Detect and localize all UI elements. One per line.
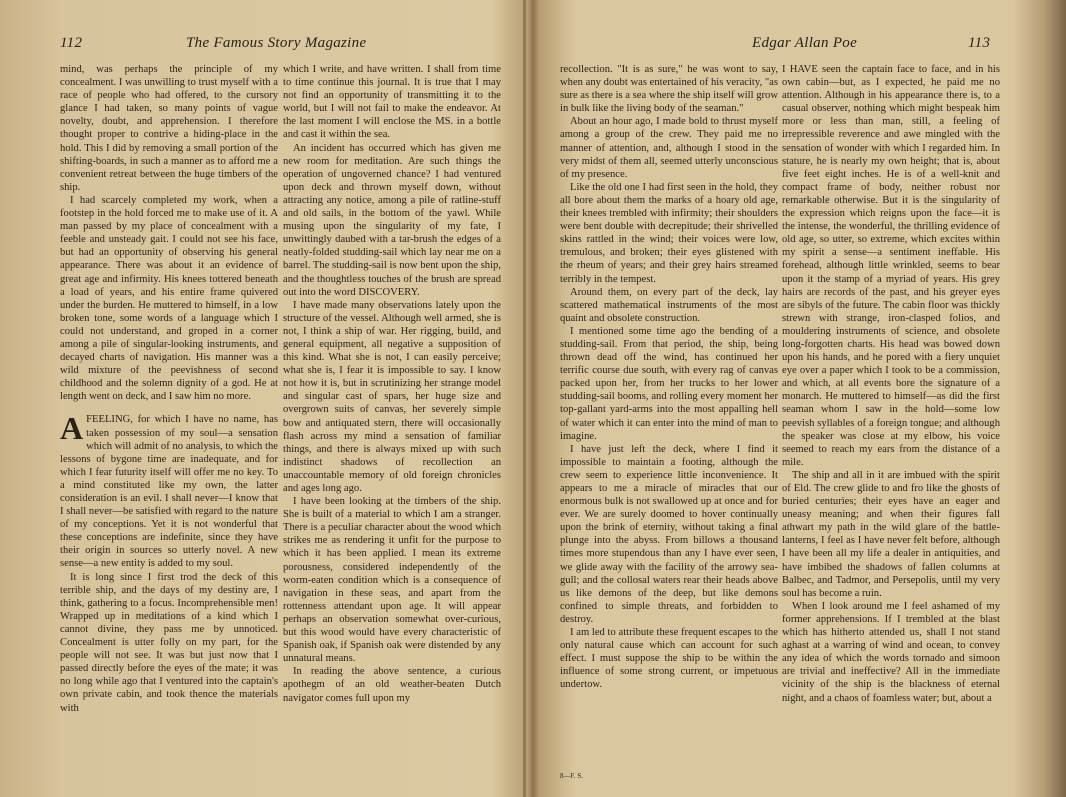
column-3 — [560, 63, 778, 768]
page-number-right: 113 — [968, 35, 991, 51]
paragraph: I have been looking at the timbers of the ship. She is built of a material to which I am a stranger. There is a peculiar character about the wood which strikes me as rendering it unfit for the purpose to which it has been applied. I mean its extreme porousness, considered independently of the worm-eaten condition which is a consequence of navigation in these seas, and apart from the rottenness attendant upon age. It will appear perhaps an observation somewhat over-curious, but this wood would have every characteristic of Spanish oak, if Spanish oak were distended by any unnatural means. — [283, 496, 501, 665]
paragraph: The ship and all in it are imbued with the spirit of Eld. The crew glide to and fro like the ghosts of buried centuries; their eyes have an eager and uneasy meaning; and when their figures fall athwart my path in the wild glare of the battle-lanterns, I feel as I have never felt before, although I have been all my life a dealer in antiquities, and have imbibed the shadows of fallen columns at Balbec, and Tadmor, and Persepolis, until my very soul has become a ruin. — [782, 469, 1000, 599]
column-1 — [60, 63, 278, 788]
paragraph: I mentioned some time ago the bending of a studding-sail. From that period, the ship, being thrown dead off the wind, has continued her terrific course due south, with every rag of canvas packed upon her, from her trucks to her lower studding-sail booms, and rolling every moment her top-gallant yard-arms into the most appalling hell of water which it can enter into the mind of man to imagine. — [560, 325, 778, 442]
right-page — [530, 0, 1066, 797]
paragraph: recollection. "It is as sure," he was wont to say, when any doubt was entertained of his veracity, "as sure as there is a sea where the ship itself will grow in bulk like the living body of the seaman." — [560, 64, 778, 115]
paragraph: Like the old one I had first seen in the hold, they all bore about them the marks of a hoary old age, their knees trembled with infirmity; their shoulders were bent double with decrepitude; their shrivelled skins rattled in the wind; their voices were low, tremulous, and broken; their eyes glistened with the rheum of years; and their grey hairs streamed terribly in the tempest. — [560, 181, 778, 285]
paragraph: I am led to attribute these frequent escapes to the only natural cause which can account for such effect. I must suppose the ship to be within the influence of some strong current, or impetuous undertow. — [560, 627, 778, 691]
paragraph: About an hour ago, I made bold to thrust myself among a group of the crew. They paid me no manner of attention, and, although I stood in the very midst of them all, seemed utterly unconscious of my presence. — [560, 116, 778, 180]
paragraph: which I write, and have written. I shall from time to time continue this journal. It is true that I may not find an opportunity of transmitting it to the world, but I will not fail to make the endeavor. At the last moment I will enclose the MS. in a bottle and cast it within the sea. — [283, 64, 501, 141]
paragraph: I have made many observations lately upon the structure of the vessel. Although well armed, she is not, I think a ship of war. Her rigging, build, and general equipment, all negative a supposition of this kind. What she is not, I can easily perceive; what she is, I fear it is impossible to say. I know not how it is, but in scrutinizing her strange model and singular cast of spars, her huge size and overgrown suits of canvas, her severely simple bow and antiquated stern, there will occasionally flash across my mind a sensation of familiar things, and there is always mixed up with such indistinct shadows of recollection an unaccountable memory of old foreign chronicles and ages long ago. — [283, 299, 501, 494]
page-number-left: 112 — [60, 35, 83, 51]
printer-signature-mark: 8—F. S. — [560, 772, 583, 780]
paragraph-dropcap — [60, 410, 278, 570]
left-page — [0, 0, 520, 797]
column-2 — [283, 63, 501, 788]
paragraph: I had scarcely completed my work, when a footstep in the hold forced me to make use of it. A man passed by my place of concealment with a feeble and unsteady gait. I could not see his face, but had an opportunity of observing his general appearance. There was about it an evidence of great age and infirmity. His knees tottered beneath a load of years, and his entire frame quivered under the burden. He muttered to himself, in a low broken tone, some words of a language which I could not understand, and groped in a corner among a pile of singular-looking instruments, and decayed charts of navigation. His manner was a wild mixture of the peevishness of second childhood and the solemn dignity of a god. He at length went on deck, and I saw him no more. — [60, 194, 278, 403]
paragraph: I HAVE seen the captain face to face, and in his own cabin—but, as I expected, he paid me no attention. Although in his appearance there is, to a casual observer, nothing which might bespeak him more or less than man, still, a feeling of irrepressible reverence and awe mingled with the sensation of wonder with which I regarded him. In stature, he is nearly my own height; that is, about five feet eight inches. He is of a well-knit and compact frame of body, neither robust nor remarkable otherwise. But it is the singularity of the expression which reigns upon the face—it is the intense, the wonderful, the thrilling evidence of old age, so utter, so extreme, which excites within my spirit a sense—a sentiment ineffable. His forehead, although little wrinkled, seems to bear upon it the stamp of a myriad of years. His grey hairs are records of the past, and his greyer eyes are sibyls of the future. The cabin floor was thickly strewn with strange, iron-clasped folios, and mouldering instruments of science, and obsolete long-forgotten charts. His head was bowed down upon his hands, and he pored with a fiery unquiet eye over a paper which I took to be a commission, and which, at all events bore the signature of a monarch. He muttered to himself—as did the first seaman whom I saw in the hold—some low peevish syllables of a foreign tongue; and although the speaker was close at my elbow, his voice seemed to reach my ears from the distance of a mile. — [782, 64, 1000, 468]
drop-cap-letter: A — [60, 410, 84, 447]
paragraph: When I look around me I feel ashamed of my former apprehensions. If I trembled at the blast which has hitherto attended us, shall I not stand aghast at a warring of wind and ocean, to convey any idea of which the words tornado and simoon are trivial and ineffective? All in the immediate vicinity of the ship is the blackness of eternal night, and a chaos of foamless water; but, about a — [782, 600, 1000, 704]
paragraph: mind, was perhaps the principle of my concealment. I was unwilling to trust myself with a race of people who had offered, to the cursory glance I had taken, so many points of vague novelty, doubt, and apprehension. I therefore thought proper to contrive a hiding-place in the hold. This I did by removing a small portion of the shifting-boards, in such a manner as to afford me a convenient retreat between the huge timbers of the ship. — [60, 64, 278, 193]
paragraph: In reading the above sentence, a curious apothegm of an old weather-beaten Dutch navigator comes full upon my — [283, 666, 501, 704]
running-head-left: The Famous Story Magazine — [186, 35, 367, 51]
column-4 — [782, 63, 1000, 788]
book-gutter — [523, 0, 526, 797]
running-head-right: Edgar Allan Poe — [752, 35, 858, 51]
paragraph: Around them, on every part of the deck, lay scattered mathematical instruments of the most quaint and obsolete construction. — [560, 286, 778, 324]
paragraph-text: FEELING, for which I have no name, has taken possession of my soul—a sensation which will admit of no analysis, to which the lessons of bygone time are inadequate, and for which I fear futurity itself will offer me no key. To a mind constituted like my own, the latter consideration is an evil. I shall never—I know that I shall never—be satisfied with regard to the nature of my conceptions. Yet it is not wonderful that these conceptions are indefinite, since they have their origin in sources so utterly novel. A new sense—a new entity is added to my soul. — [60, 414, 278, 570]
paragraph: I have just left the deck, where I find it impossible to maintain a footing, although the crew seem to experience little inconvenience. It appears to me a miracle of miracles that our enormous bulk is not swallowed up at once and for ever. We are surely doomed to hover continually upon the brink of eternity, without taking a final plunge into the abyss. From billows a thousand times more stupendous than any I have ever seen, we glide away with the facility of the arrowy sea-gull; and the collosal waters rear their heads above us like demons of the deep, but like demons confined to simple threats, and forbidden to destroy. — [560, 443, 778, 625]
paragraph: It is long since I first trod the deck of this terrible ship, and the days of my destiny are, I think, gathering to a focus. Incomprehensible men! Wrapped up in meditations of a kind which I cannot divine, they pass me by unnoticed. Concealment is utter folly on my part, for the people will not see. It was but just now that I passed directly before the eyes of the mate; it was no long while ago that I ventured into the captain's own private cabin, and took thence the materials with — [60, 571, 278, 714]
paragraph: An incident has occurred which has given me new room for meditation. Are such things the operation of ungoverned chance? I had ventured upon deck and thrown myself down, without attracting any notice, among a pile of ratline-stuff and old sails, in the bottom of the yawl. While musing upon the singularity of my fate, I unwittingly daubed with a tar-brush the edges of a neatly-folded studding-sail which lay near me on a barrel. The studding-sail is now bent upon the ship, and the thoughtless touches of the brush are spread out into the word DISCOVERY. — [283, 142, 501, 298]
